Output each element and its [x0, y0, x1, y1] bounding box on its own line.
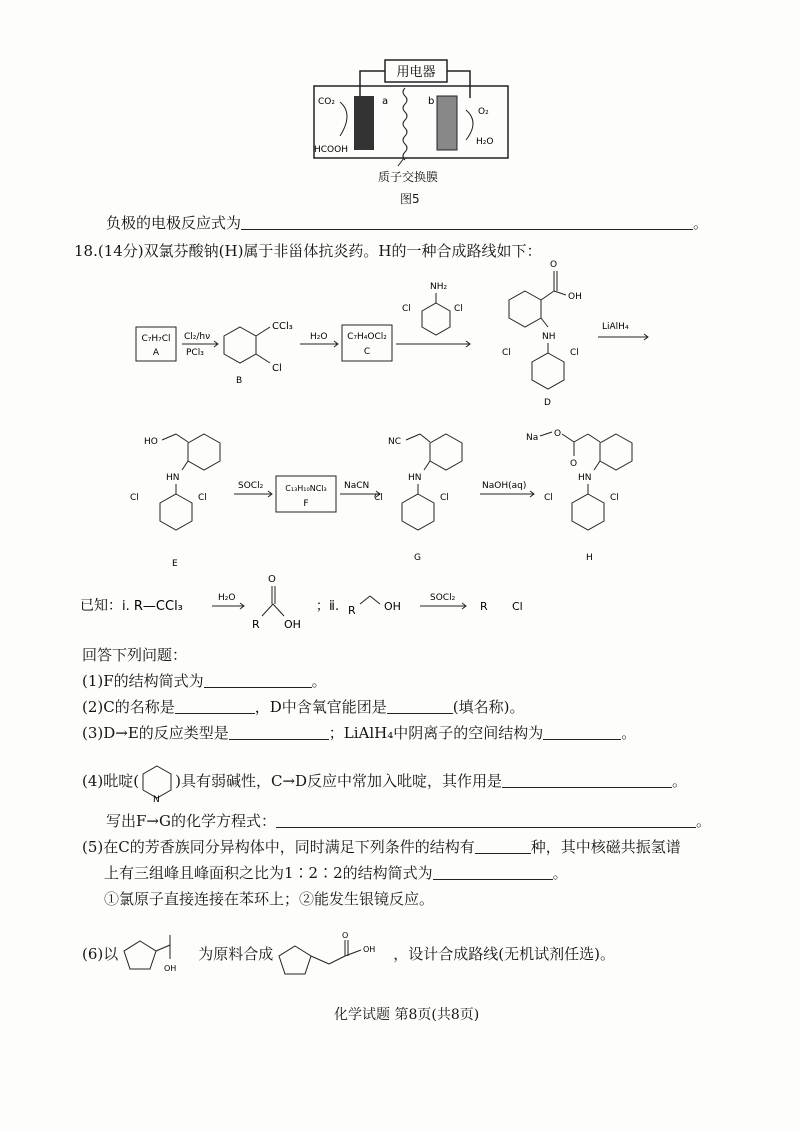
svg-text:O: O: [268, 574, 276, 585]
svg-text:NH₂: NH₂: [430, 282, 448, 292]
answer-header: 回答下列问题：: [82, 646, 188, 664]
svg-text:Cl: Cl: [570, 348, 579, 358]
svg-text:B: B: [236, 376, 243, 386]
page-footer: 化学试题 第8页(共8页): [334, 1007, 480, 1023]
compound-B-ring: [224, 327, 256, 363]
svg-text:H: H: [586, 553, 593, 563]
svg-text:H₂O: H₂O: [476, 137, 494, 147]
svg-text:NaCN: NaCN: [344, 481, 370, 491]
svg-text:OH: OH: [363, 945, 376, 954]
question-4b: 写出F→G的化学方程式： 。: [106, 812, 711, 830]
svg-text:NC: NC: [388, 437, 402, 447]
figure-caption: 图5: [400, 192, 420, 206]
answer-blank[interactable]: [502, 786, 672, 788]
svg-text:C₇H₄OCl₂: C₇H₄OCl₂: [347, 332, 387, 342]
svg-text:Cl: Cl: [610, 493, 619, 503]
electrode-a: [354, 96, 374, 150]
answer-blank[interactable]: [433, 878, 553, 880]
svg-text:Cl: Cl: [454, 304, 463, 314]
answer-blank[interactable]: [229, 738, 329, 740]
compound-H-ring-top: [600, 434, 632, 470]
compound-G-ring-top: [430, 434, 462, 470]
q18-header: 18.(14分)双氯芬酸钠(H)属于非甾体抗炎药。H的一种合成路线如下：: [74, 242, 542, 260]
svg-text:LiAlH₄: LiAlH₄: [602, 322, 629, 332]
svg-text:；ⅱ.: ；ⅱ.: [316, 599, 340, 614]
dichloroaniline-ring: [422, 303, 450, 335]
svg-text:C: C: [363, 347, 371, 357]
svg-text:E: E: [172, 559, 178, 569]
cyclopentadienyl-acetic-acid: [273, 930, 393, 980]
answer-blank[interactable]: [241, 228, 693, 230]
question-4: (4)吡啶( N )具有弱碱性，C→D反应中常加入吡啶，其作用是 。: [82, 762, 687, 802]
svg-text:SOCl₂: SOCl₂: [238, 481, 264, 491]
svg-text:Cl: Cl: [272, 363, 282, 374]
question-5-line2: 上有三组峰且峰面积之比为1∶2∶2的结构简式为 。: [104, 864, 568, 882]
svg-text:O₂: O₂: [478, 107, 489, 117]
svg-text:Cl₂/hν: Cl₂/hν: [184, 332, 211, 342]
svg-text:HCOOH: HCOOH: [314, 145, 348, 155]
svg-text:HO: HO: [144, 437, 158, 447]
compound-D-ring-top: [509, 291, 541, 327]
membrane-label: 质子交换膜: [378, 170, 439, 184]
svg-text:Cl: Cl: [502, 348, 511, 358]
svg-text:HN: HN: [408, 473, 422, 483]
svg-text:H₂O: H₂O: [310, 332, 328, 342]
svg-text:O: O: [342, 931, 349, 940]
svg-text:N: N: [153, 795, 160, 802]
svg-text:O: O: [550, 260, 558, 270]
svg-text:Cl: Cl: [130, 493, 139, 503]
svg-text:Cl: Cl: [374, 493, 383, 503]
svg-text:Na: Na: [526, 433, 539, 443]
synthesis-route-row2: [130, 420, 670, 570]
svg-text:R: R: [480, 600, 488, 613]
svg-text:Cl: Cl: [544, 493, 553, 503]
svg-text:HN: HN: [166, 473, 180, 483]
answer-blank[interactable]: [175, 712, 255, 714]
svg-text:b: b: [428, 96, 435, 107]
svg-text:SOCl₂: SOCl₂: [430, 593, 456, 603]
question-1: (1)F的结构简式为 。: [82, 672, 327, 690]
compound-D-ring-bottom: [532, 353, 564, 389]
compound-H-ring-bottom: [572, 494, 604, 530]
svg-text:Cl: Cl: [402, 304, 411, 314]
svg-text:HN: HN: [578, 473, 592, 483]
compound-G-ring-bottom: [402, 494, 434, 530]
electrode-b: [437, 96, 457, 150]
answer-blank[interactable]: [276, 826, 696, 828]
question-2: (2)C的名称是 ，D中含氧官能团是 (填名称)。: [82, 698, 525, 716]
svg-text:OH: OH: [164, 964, 177, 973]
question-5-line1: (5)在C的芳香族同分异构体中，同时满足下列条件的结构有 种，其中核磁共振氢谱: [82, 838, 681, 856]
svg-text:O: O: [570, 459, 578, 469]
svg-text:A: A: [152, 348, 160, 358]
answer-blank[interactable]: [543, 738, 621, 740]
answer-blank[interactable]: [475, 852, 531, 854]
svg-text:Cl: Cl: [512, 600, 523, 613]
pyridine-structure: [139, 762, 175, 802]
svg-text:a: a: [382, 96, 389, 107]
compound-E-ring-bottom: [160, 494, 192, 530]
svg-text:PCl₃: PCl₃: [186, 348, 204, 358]
svg-text:F: F: [303, 499, 309, 509]
svg-text:OH: OH: [284, 618, 301, 631]
question-6: (6)以 OH 为原料合成 O OH ，设计合成路线(无机试剂任选)。: [82, 930, 615, 980]
compound-E-ring-top: [188, 434, 220, 470]
svg-text:CCl₃: CCl₃: [272, 321, 293, 332]
synthesis-route-row1: [130, 255, 660, 410]
svg-text:H₂O: H₂O: [218, 593, 236, 603]
svg-text:ⅰ. R—CCl₃: ⅰ. R—CCl₃: [122, 599, 183, 614]
answer-blank[interactable]: [204, 686, 312, 688]
known-reactions: [80, 572, 560, 636]
svg-text:已知：: 已知：: [80, 598, 122, 614]
svg-text:O: O: [554, 429, 562, 439]
figure5-cell-diagram: [300, 56, 530, 178]
svg-text:R: R: [252, 618, 260, 631]
question-3: (3)D→E的反应类型是 ；LiAlH₄中阴离子的空间结构为 。: [82, 724, 637, 742]
device-label: 用电器: [396, 65, 436, 80]
q17-negative-electrode-line: 负极的电极反应式为 。: [106, 214, 709, 232]
question-5-conditions: ①氯原子直接连接在苯环上；②能发生银镜反应。: [104, 890, 435, 908]
svg-text:C₇H₇Cl: C₇H₇Cl: [141, 334, 171, 344]
svg-text:D: D: [544, 398, 551, 408]
svg-text:NaOH(aq): NaOH(aq): [482, 481, 527, 491]
proton-membrane: [403, 88, 407, 160]
cyclopentadiene-carboxylic-acid: [118, 933, 198, 977]
svg-text:C₁₃H₁₀NCl₃: C₁₃H₁₀NCl₃: [285, 484, 327, 493]
svg-text:OH: OH: [384, 600, 401, 613]
svg-text:Cl: Cl: [440, 493, 449, 503]
svg-text:G: G: [414, 553, 421, 563]
svg-text:Cl: Cl: [198, 493, 207, 503]
svg-text:OH: OH: [568, 292, 582, 302]
answer-blank[interactable]: [387, 712, 453, 714]
svg-text:R: R: [348, 604, 356, 617]
svg-text:CO₂: CO₂: [318, 97, 335, 107]
svg-text:NH: NH: [542, 332, 556, 342]
